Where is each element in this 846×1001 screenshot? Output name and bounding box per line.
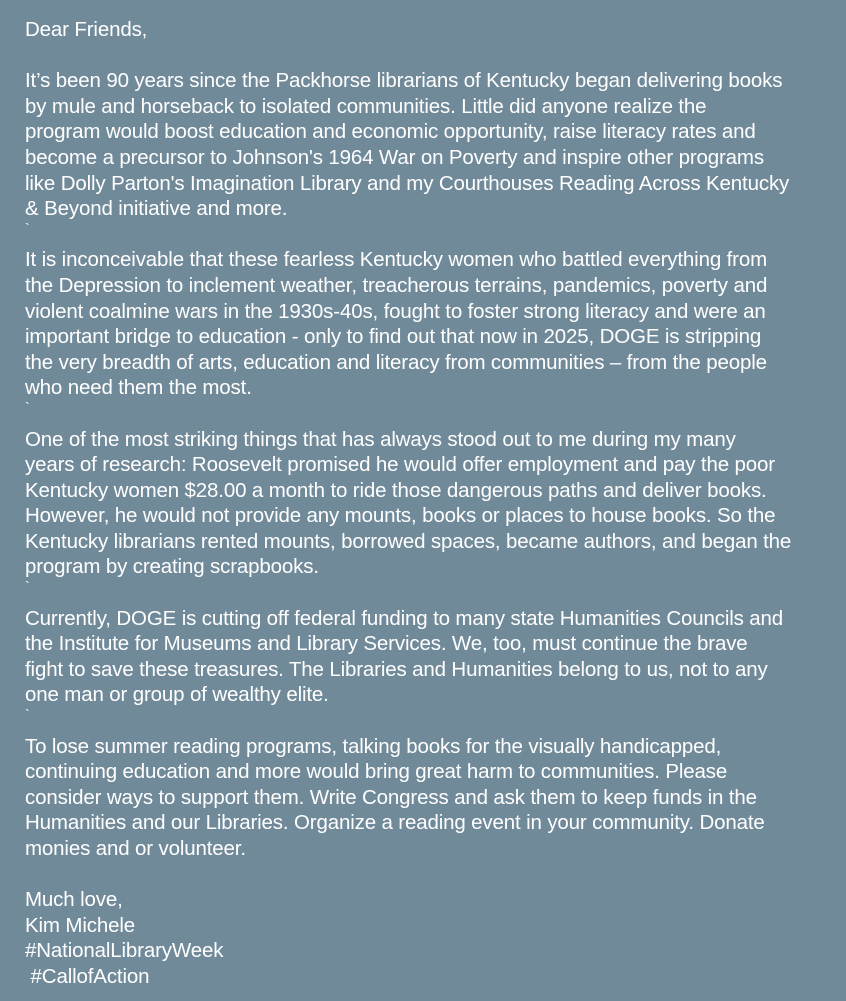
paragraph-line: fight to save these treasures. The Libraries and Humanities belong to us, not to any (25, 657, 768, 681)
signature: Kim Michele (25, 913, 135, 937)
paragraph-line: like Dolly Parton's Imagination Library and my Courthouses Reading Across Kentucky (25, 171, 790, 195)
paragraph-line: who need them the most. (25, 376, 252, 400)
paragraph-line: It is inconceivable that these fearless Kentucky women who battled everything from (25, 248, 768, 272)
paragraph-line: Kentucky librarians rented mounts, borrowed spaces, became authors, and began the (25, 529, 792, 553)
paragraph-line: However, he would not provide any mounts, books or places to house books. So the (25, 504, 776, 528)
paragraph-funding-cuts (25, 606, 837, 708)
paragraph-line: Currently, DOGE is cutting off federal funding to many state Humanities Councils and (25, 606, 784, 630)
paragraph-line: become a precursor to Johnson's 1964 War on Poverty and inspire other programs (25, 145, 764, 169)
paragraph-roosevelt-research (25, 427, 837, 581)
separator-mark: ` (25, 398, 30, 415)
paragraph-line: by mule and horseback to isolated communities. Little did anyone realize the (25, 94, 707, 118)
paragraph-line: Kentucky women $28.00 a month to ride those dangerous paths and deliver books. (25, 478, 767, 502)
paragraph-line: & Beyond initiative and more. (25, 197, 288, 221)
paragraph-line: important bridge to education - only to find out that now in 2025, DOGE is stripping (25, 325, 762, 349)
greeting: Dear Friends, (25, 18, 148, 41)
separator-mark: ` (25, 578, 30, 595)
paragraph-line: the Depression to inclement weather, treacherous terrains, pandemics, poverty and (25, 273, 768, 297)
paragraph-line: violent coalmine wars in the 1930s-40s, fought to foster strong literacy and were an (25, 299, 766, 323)
paragraph-line: one man or group of wealthy elite. (25, 683, 329, 707)
paragraph-line: program would boost education and economic opportunity, raise literacy rates and (25, 120, 756, 144)
paragraph-call-to-support (25, 734, 837, 862)
separator-mark: ` (25, 219, 30, 236)
closing: Much love, (25, 888, 123, 912)
paragraph-line: To lose summer reading programs, talking books for the visually handicapped, (25, 734, 722, 758)
paragraph-line: consider ways to support them. Write Congress and ask them to keep funds in the (25, 785, 757, 809)
paragraph-line: years of research: Roosevelt promised he would offer employment and pay the poor (25, 453, 775, 477)
separator-mark: ` (25, 706, 30, 723)
spacer (25, 862, 837, 888)
spacer (25, 43, 837, 69)
hashtag-national-library-week: #NationalLibraryWeek (25, 939, 224, 963)
paragraph-line: the very breadth of arts, education and literacy from communities – from the people (25, 350, 767, 374)
hashtag-call-of-action: #CallofAction (25, 964, 150, 988)
paragraph-packhorse-history (25, 68, 837, 222)
paragraph-line: continuing education and more would bring great harm to communities. Please (25, 760, 728, 784)
paragraph-line: the Institute for Museums and Library Services. We, too, must continue the brave (25, 632, 748, 656)
paragraph-line: monies and or volunteer. (25, 837, 246, 860)
paragraph-line: Humanities and our Libraries. Organize a reading event in your community. Donate (25, 811, 765, 835)
paragraph-line: One of the most striking things that has always stood out to me during my many (25, 427, 736, 451)
paragraph-line: program by creating scrapbooks. (25, 555, 319, 579)
paragraph-fearless-women (25, 247, 837, 401)
letter-body (25, 17, 837, 990)
paragraph-line: It’s been 90 years since the Packhorse librarians of Kentucky began delivering books (25, 69, 783, 93)
